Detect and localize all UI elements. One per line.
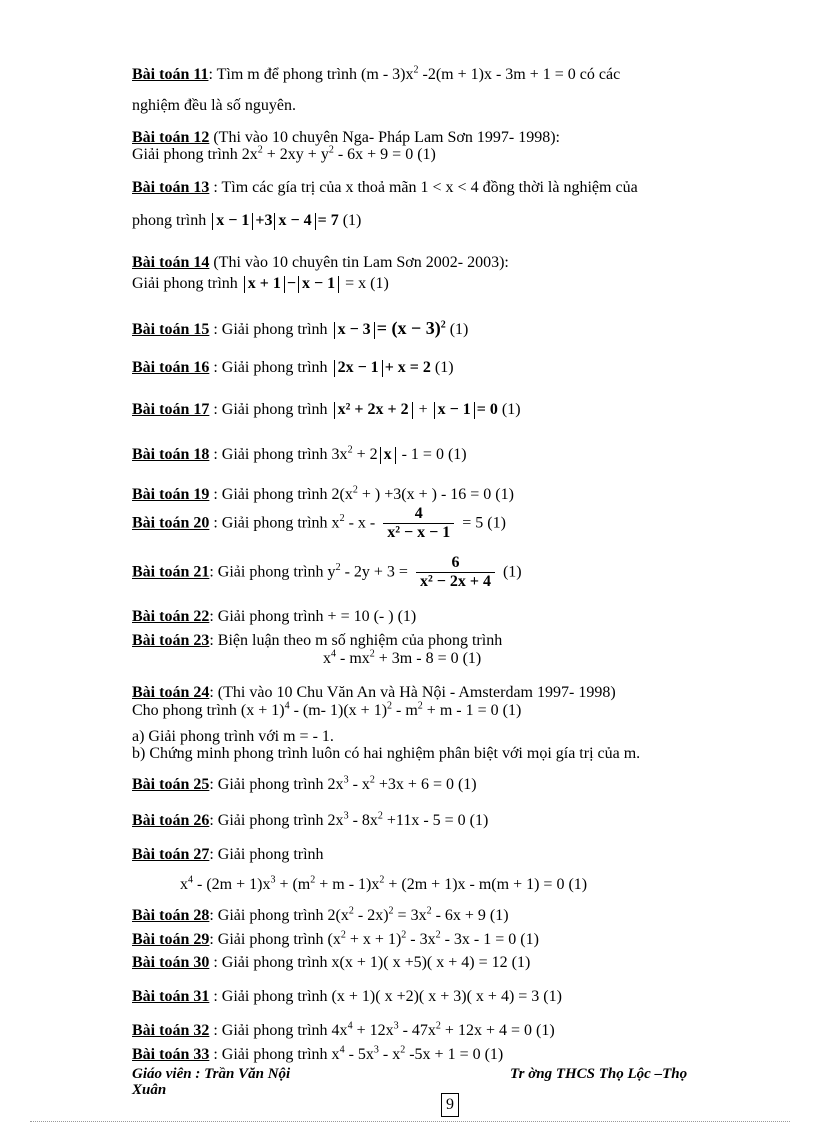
problem-label: Bài toán 30 — [132, 954, 210, 971]
problem-21: Bài toán 21: Giải phong trình $y^2 - 2y + 3$ = $\frac{6}{\text{x² − 2x + 4}}$ (1) — [132, 554, 522, 591]
problem-label: Bài toán 13 — [132, 179, 210, 196]
problem-18: Bài toán 18 : Giải phong trình $3x^2 + 2$ x - 1 = 0 (1) — [132, 444, 467, 463]
problem-28: Bài toán 28: Giải phong trình $2(x^2 - 2x)^2 = 3x^2 - 6x + 9$ (1) — [132, 905, 509, 924]
problem-label: Bài toán 14 — [132, 254, 210, 271]
problem-25: Bài toán 25: Giải phong trình $2x^3 - x^2 +3x + 6 = 0$ (1) — [132, 774, 477, 793]
problem-label: Bài toán 22 — [132, 608, 210, 625]
problem-29: Bài toán 29: Giải phong trình $(x^2 + x + 1)^2 - 3x^2 - 3x - 1 = 0$ (1) — [132, 929, 539, 948]
problem-label: Bài toán 20 — [132, 514, 210, 532]
page-number: 9 — [441, 1093, 459, 1117]
problem-27: Bài toán 27: Giải phong trình — [132, 846, 324, 863]
problem-label: Bài toán 33 — [132, 1046, 210, 1063]
problem-24-part-a: a) Giải phong trình với m = - 1. — [132, 728, 334, 745]
problem-31: Bài toán 31 : Giải phong trình (x + 1)( x +2)( x + 3)( x + 4) = 3 (1) — [132, 988, 562, 1005]
problem-33: Bài toán 33 : Giải phong trình $x^4 - 5x^3 - x^2$ -5x + 1 = 0 (1) — [132, 1044, 504, 1063]
problem-label: Bài toán 32 — [132, 1022, 210, 1039]
problem-15: Bài toán 15 : Giải phong trình $x - 3 = (x - 3)^2$ (1) — [132, 318, 469, 338]
footer-school: Tr ờng THCS Thọ Lộc –Thọ — [510, 1066, 688, 1082]
problem-label: Bài toán 31 — [132, 988, 210, 1005]
problem-11-line2: nghiệm đều là số nguyên. — [132, 97, 296, 114]
problem-12: Bài toán 12 (Thi vào 10 chuyên Nga- Pháp Lam Sơn 1997- 1998): — [132, 129, 560, 146]
problem-label: Bài toán 21 — [132, 563, 210, 581]
problem-23-equation: $x^4 - mx^2 + 3m - 8 = 0$ (1) — [323, 648, 482, 667]
footer-teacher: Giáo viên : Trần Văn Nội — [132, 1066, 291, 1082]
problem-label: Bài toán 12 — [132, 129, 210, 146]
problem-24-equation: Cho phong trình $(x + 1)^4 - (m-$ $1)(x + 1)^2 - m^2 + m - 1 = 0$ (1) — [132, 700, 522, 719]
problem-12-equation: Giải phong trình $2x^2 + 2xy + y^2 - 6x + 9 = 0$ (1) — [132, 144, 436, 163]
problem-label: Bài toán 15 — [132, 321, 210, 338]
problem-24: Bài toán 24: (Thi vào 10 Chu Văn An và Hà Nội - Amsterdam 1997- 1998) — [132, 684, 616, 701]
problem-label: Bài toán 11 — [132, 66, 209, 83]
problem-30: Bài toán 30 : Giải phong trình x(x + 1)( x +5)( x + 4) = 12 (1) — [132, 954, 531, 971]
problem-label: Bài toán 25 — [132, 776, 210, 793]
problem-label: Bài toán 19 — [132, 486, 210, 503]
problem-16: Bài toán 16 : Giải phong trình 2x − 1 + x = 2 (1) — [132, 359, 454, 376]
problem-label: Bài toán 23 — [132, 632, 210, 649]
problem-label: Bài toán 17 — [132, 401, 210, 418]
fraction: $\frac{6}{\text{x² − 2x + 4}}$ — [416, 554, 495, 592]
footer-teacher-cont: Xuân — [132, 1082, 167, 1098]
problem-20: Bài toán 20 : Giải phong trình $x^2$ - x - $\frac{4}{\text{x² − x − 1}}$ = 5 (1) — [132, 505, 506, 542]
problem-14-equation: Giải phong trình x + 1 − x − 1 = x (1) — [132, 275, 389, 292]
problem-14: Bài toán 14 (Thi vào 10 chuyên tin Lam Sơn 2002- 2003): — [132, 254, 509, 271]
problem-22: Bài toán 22: Giải phong trình + = 10 (- ) (1) — [132, 608, 417, 625]
problem-23: Bài toán 23: Biện luận theo m số nghiệm của phong trình — [132, 632, 503, 649]
problem-13: Bài toán 13 : Tìm các gía trị của x thoả mãn 1 < x < 4 đồng thời là nghiệm của — [132, 179, 638, 196]
problem-label: Bài toán 18 — [132, 446, 210, 463]
fraction: $\frac{4}{\text{x² − x − 1}}$ — [383, 505, 454, 543]
problem-24-part-b: b) Chứng minh phong trình luôn có hai nghiệm phân biệt với mọi gía trị của m. — [132, 745, 641, 762]
problem-17: Bài toán 17 : Giải phong trình x² + 2x + 2 + x − 1 = 0 (1) — [132, 401, 521, 418]
problem-11: Bài toán 11: Tìm m để phong trình $(m - 3)x^2$ -2(m + 1)x - 3m + 1 = 0 có các — [132, 64, 621, 83]
problem-label: Bài toán 16 — [132, 359, 210, 376]
problem-label: Bài toán 29 — [132, 931, 210, 948]
problem-label: Bài toán 24 — [132, 684, 210, 701]
problem-label: Bài toán 26 — [132, 812, 210, 829]
problem-27-equation: $x^4 - (2m + 1)x^3 + (m^2 + m - 1)x^2 + (2m + 1)x - m(m + 1) = 0$ (1) — [180, 874, 588, 893]
problem-label: Bài toán 27 — [132, 846, 210, 863]
problem-13-equation: phong trình x − 1 +3 x − 4 = 7 (1) — [132, 212, 362, 229]
bottom-rule — [30, 1121, 790, 1122]
problem-32: Bài toán 32 : Giải phong trình $4x^4 + 12x^3 - 47x^2 + 12x + 4 = 0$ (1) — [132, 1020, 555, 1039]
problem-26: Bài toán 26: Giải phong trình $2x^3 - 8x^2 +11x - 5 = 0$ (1) — [132, 810, 489, 829]
problem-label: Bài toán 28 — [132, 907, 210, 924]
problem-19: Bài toán 19 : Giải phong trình $2(x^2$ + ) +3(x + ) - 16 = 0 (1) — [132, 484, 514, 503]
